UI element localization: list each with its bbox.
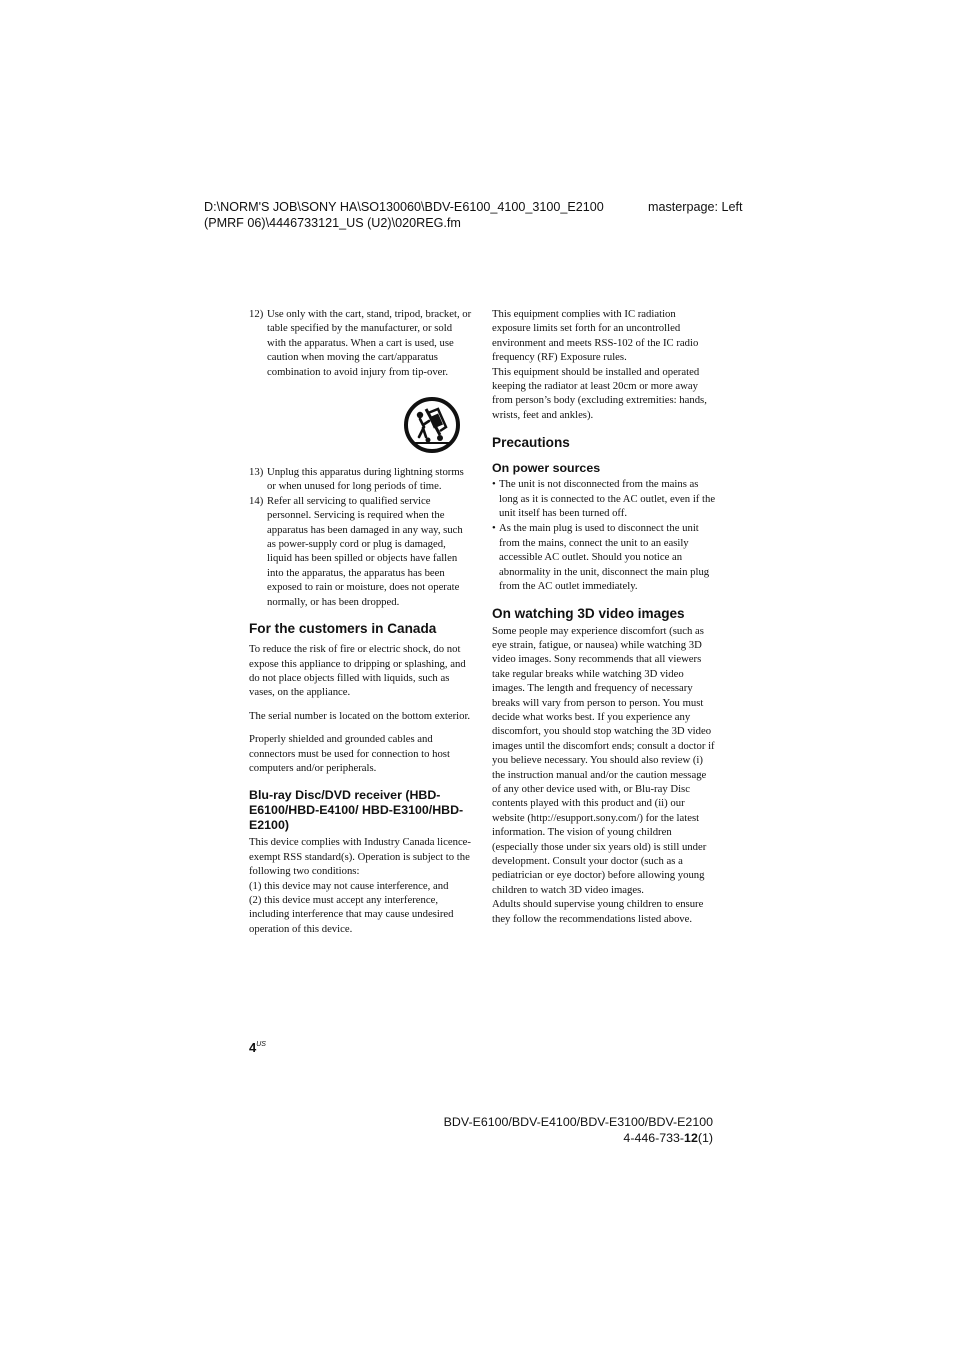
right-column [492,307,716,926]
file-path-line2: (PMRF 06)\4446733121_US (U2)\020REG.fm [204,216,461,230]
cart-warning-figure [249,397,460,453]
bullet-glyph: • [492,478,496,491]
bluray-paragraph: This device complies with Industry Canada licence-exempt RSS standard(s). Operation is subject to the following two conditions: [249,836,471,878]
item-number: 12) [249,308,264,320]
bluray-condition-1: (1) this device may not cause interference, and [249,879,449,892]
precautions-heading: Precautions [492,435,570,451]
page-number-value: 4 [249,1040,257,1055]
ic-paragraph-1: This equipment complies with IC radiation exposure limits set forth for an uncontrolled environment and meets RSS-102 of the IC radio frequency (RF) Exposure rules. [492,308,699,364]
canada-heading: For the customers in Canada [249,621,437,637]
bluray-condition-2: (2) this device must accept any interference, including interference that may cause undesired operation of this device. [249,893,454,935]
canada-paragraph-3: Properly shielded and grounded cables and connectors must be used for connection to host computers and/or peripherals. [249,733,450,774]
page-number-suffix: US [256,1041,266,1048]
list-item-14 [249,494,473,609]
footer-code-prefix: 4-446-733- [623,1131,685,1145]
list-item-12 [249,307,473,379]
item-text: Use only with the cart, stand, tripod, bracket, or table specified by the manufacturer, or sold with the apparatus. When a cart is used, use caution when moving the cart/apparatus combination to avoid injury from tip-over. [267,308,472,378]
item-text: Unplug this apparatus during lightning storms or when unused for long periods of time. [267,466,464,493]
watch-3d-heading: On watching 3D video images [492,605,685,621]
ic-paragraph-2: This equipment should be installed and operated keeping the radiator at least 20cm or more away from person’s body (excluding extremities: hands, wrists, feet and ankles). [492,365,707,421]
file-path-line1: D:\NORM'S JOB\SONY HA\SO130060\BDV-E6100_4100_3100_E2100 [204,200,604,214]
power-bullet-2 [492,521,716,593]
footer-models: BDV-E6100/BDV-E4100/BDV-E3100/BDV-E2100 [443,1115,713,1129]
masterpage-label: masterpage: Left [648,200,743,214]
footer-code-suffix: (1) [697,1131,713,1145]
watch-3d-paragraph-2: Adults should supervise young children to ensure they follow the recommendations listed above. [492,898,704,925]
footer-code [623,1130,713,1146]
bullet-text: The unit is not disconnected from the mains as long as it is connected to the AC outlet, even if the unit itself has been turned off. [499,478,716,520]
item-text: Refer all servicing to qualified service personnel. Servicing is required when the apparatus has been damaged in any way, such as power-supply cord or plug is damaged, liquid has been spilled or objects have fallen into the apparatus, the apparatus has been exposed to rain or moisture, does not operate normally, or has been dropped. [267,494,463,608]
power-bullet-1 [492,477,716,520]
bullet-glyph: • [492,522,496,535]
item-number: 14) [249,494,264,507]
watch-3d-paragraph-1: Some people may experience discomfort (such as eye strain, fatigue, or nausea) while watching 3D video images. Sony recommends that all viewers take regular breaks while watching 3D video images. The length and frequency of necessary breaks will vary from person to person. You must decide what works best. If you experience any discomfort, you should stop watching the 3D video images until the discomfort ends; consult a doctor if you believe necessary. You should also review (i) the instruction manual and/or the caution message of any other device used with, or Blu-ray Disc contents played with this product and (ii) our website (http://esupport.sony.com/) for the latest information. The vision of young children (especially those under six years old) is still under development. Consult your doctor (such as a pediatrician or eye doctor) before allowing young children to watch 3D video images. [492,624,715,896]
canada-paragraph-2: The serial number is located on the bottom exterior. [249,709,471,722]
page-number [249,1040,266,1055]
left-column [249,307,473,936]
bullet-text: As the main plug is used to disconnect the unit from the mains, connect the unit to an easily accessible AC outlet. Should you notice an abnormality in the unit, disconnect the main plug from the AC outlet immediately. [499,522,710,593]
footer-code-bold: 12 [684,1131,698,1145]
item-number: 13) [249,466,264,479]
list-item-13 [249,465,473,494]
power-sources-heading: On power sources [492,461,601,476]
bluray-heading: Blu-ray Disc/DVD receiver (HBD-E6100/HBD-E4100/ HBD-E3100/HBD-E2100) [249,788,464,833]
canada-paragraph-1: To reduce the risk of fire or electric shock, do not expose this appliance to dripping or splashing, and do not place objects filled with liquids, such as vases, on the appliance. [249,643,466,699]
cart-tip-over-warning-icon [404,397,460,453]
